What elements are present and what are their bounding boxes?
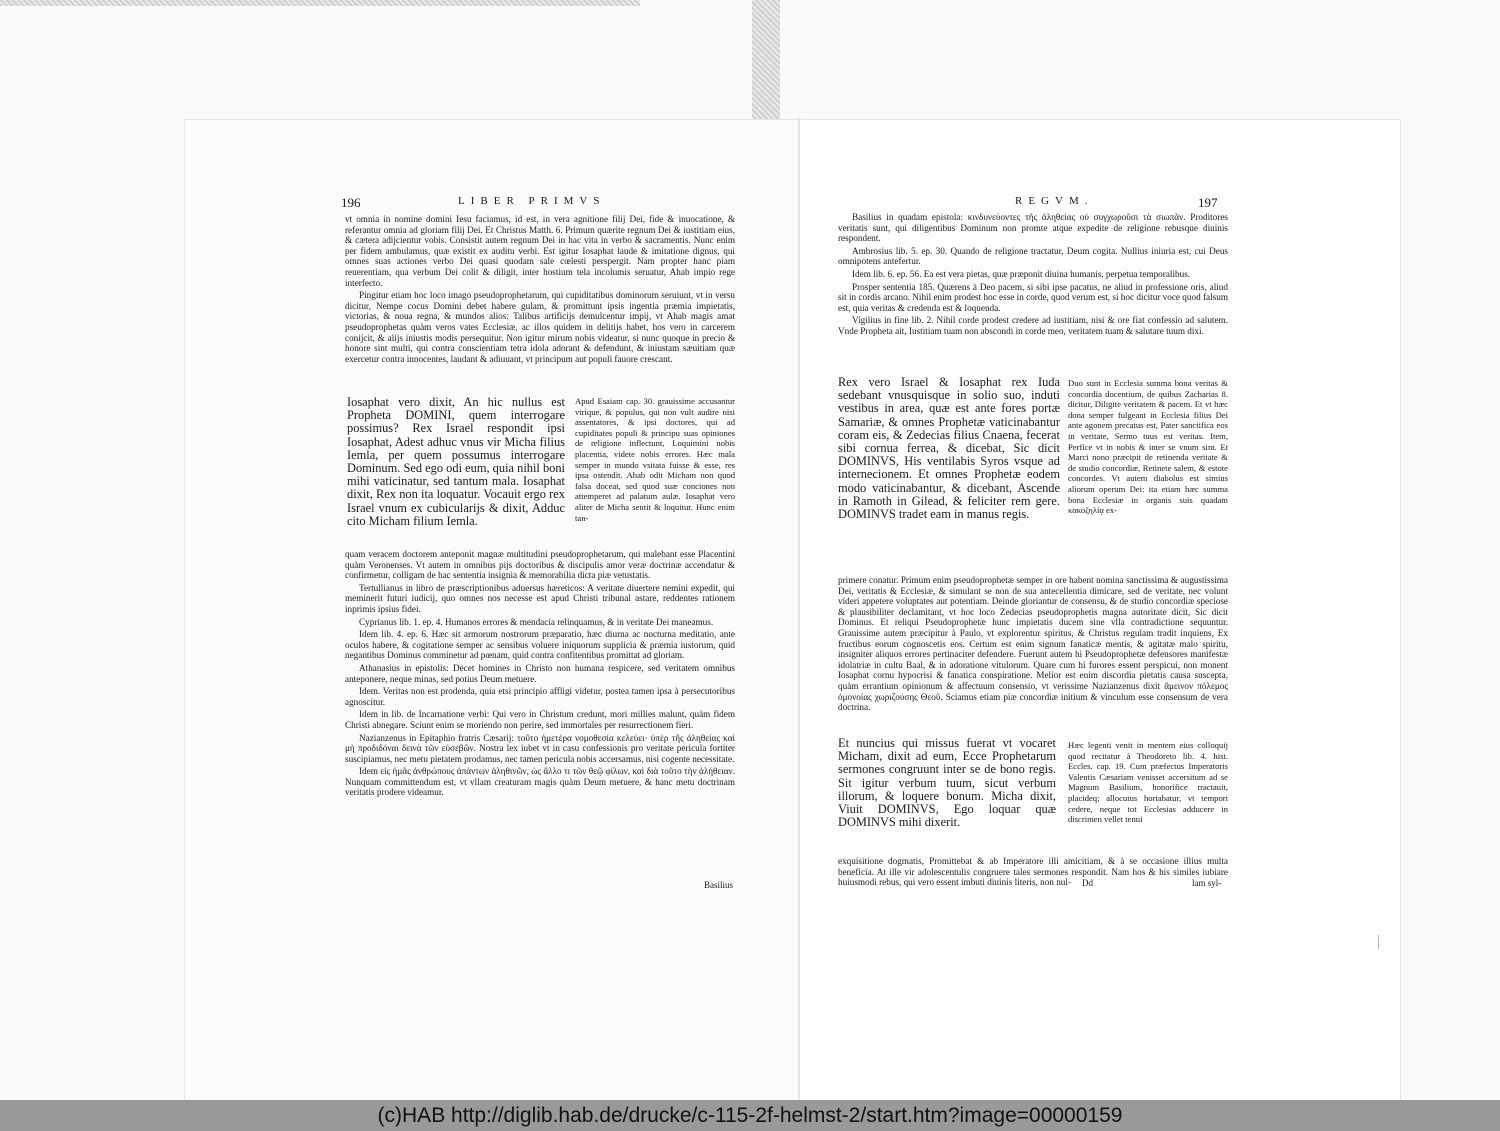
scan-edge-strip bbox=[0, 0, 640, 6]
commentary-paragraph: Idem lib. 6. ep. 56. Ea est vera pietas, quæ præponit diuina humanis, perpetua temporalibus. bbox=[852, 268, 1191, 279]
commentary-paragraph: quam veracem doctorem anteponit magnæ multitudini pseudoprophetarum, qui malebant esse Placentini quàm Veronenses. Vt autem in omnibus pijs doctoribus & discipulis amor veræ doctrinæ accendatur & confirmetur, colligam de hac sententia insignia & memorabilia dicta piæ vetustatis. bbox=[345, 549, 735, 581]
commentary-paragraph: vt omnia in nomine domini Iesu faciamus, id est, in vera agnitione filij Dei, fide & inuocatione, & referantur omnia ad gloriam filij Dei. Et Christus Matth. 6. Primum quærite regnum Dei & iustitiam eius, & cætera adijcientur vobis. Consistit autem regnum Dei in hac vita in verbo & sacramentis. Nunc enim per fidem ambulamus, quæ existit ex auditu verbi. Est igitur Iosaphat laude & imitatione dignus, qui omnes suas actiones verbo Dei quasi quodam sale cœlesti perspergit. Nam propter hanc piam reuerentiam, qua verbum Dei colit & diligit, inter hostium tela incolumis seruatur, Ahab impio rege interfecto. bbox=[345, 214, 735, 288]
commentary-paragraph: Prosper sententia 185. Quærens à Deo pacem, si sibi ipse pacatus, ne aliud in professione oris, aliud sit in cordis arcano. Nihil enim prodest hoc esse in corde, quod verum est, si hoc dicitur voce quod falsum est, quia veritas & credenda est & loquenda. bbox=[838, 281, 1228, 313]
footer-credit-bar bbox=[0, 1100, 1500, 1131]
left-commentary-bottom bbox=[345, 549, 735, 800]
right-running-head: REGVM. bbox=[1015, 195, 1094, 207]
commentary-paragraph: Idem. Veritas non est prodenda, quia etsi principio affligi videtur, postea tamen ipsa à persecutoribus agnoscitur. bbox=[345, 686, 735, 707]
right-side-note-2: Hæc legenti venit in mentem eius colloquij quod recitatur à Theodoreto lib. 4. hist. Eccles. cap. 19. Cum præfectus Imperatoris Valentis Cæsariam venisset accersitum ad se Magnum Basilium, honorifice tractauit, placideq; allocutus hortabatur, vt tempori cedere, neque tot Ecclesias adducere in discrimen vellet tenui bbox=[1068, 740, 1228, 825]
commentary-paragraph: Cyprianus lib. 1. ep. 4. Humanos errores & mendacia relinquamus, & in veritate Dei maneamus. bbox=[359, 616, 714, 627]
right-scripture-text-2: Et nuncius qui missus fuerat vt vocaret Micham, dixit ad eum, Ecce Prophetarum sermones congruunt inter se de bono regis. Sit igitur verbum tuum, sicut verbum illorum, & loquere bonum. Micha dixit, Viuit DOMINVS, Ego loquar quæ DOMINVS mihi dixerit. bbox=[838, 736, 1056, 830]
right-scripture-text-1: Rex vero Israel & Iosaphat rex Iuda sedebant vnusquisque in solio suo, induti vestibus in area, quæ est ante fores portæ Samariæ, & omnes Prophetæ vaticinabantur coram eis, & Zedecias filius Cnaena, fecerat sibi cornua ferrea, & dicebat, Sic dicit DOMINVS, His ventilabis Syros vsque ad internecionem. Et omnes Prophetæ eodem modo vaticinabantur, & dicebant, Ascende in Ramoth in Gilead, & feliciter rem gere. DOMINVS tradet eam in manus regis. bbox=[838, 375, 1060, 522]
commentary-paragraph: Idem in lib. de Incarnatione verbi: Qui vero in Christum credunt, mori millies malunt, quàm fidem Christi abnegare. Sciunt enim se moriendo non perire, sed immortales per resurrectionem fieri. bbox=[345, 709, 735, 730]
right-commentary-bottom: exquisitione dogmatis, Promittebat & ab Imperatore illi amicitiam, & à se occasione illius multa beneficia. At ille vir adolescentulis congruere tales sermones respondit. Nam hos & his similes iubiare huiusmodi rebus, qui vero essent imbuti diuinis literis, non nul- bbox=[838, 856, 1228, 888]
right-signature-mark: Dd bbox=[1082, 878, 1093, 888]
commentary-paragraph: Idem εἰς ἡμᾶς ἀνθρώπους ἀπάντων ἀληθινῶν, ὡς ἄλλο τι τῶν θεῷ φίλων, καὶ διὰ τοῦτο τὴν ἀλήθειαν. Nunquam committendum est, vt vllam creaturam magis quàm Deum metuere, & hanc metu doctrinam veritatis prodere videamur. bbox=[345, 766, 735, 798]
commentary-paragraph: Nazianzenus in Epitaphio fratris Cæsarij: τοῦτο ἡμετέρα νομοθεσία κελεύει· ὑπὲρ τῆς ἀληθείας καὶ μὴ προδιδόναι δεινὰ τῶν εὐσεβῶν. Nostra lex iubet vt in casu confessionis pro veritate pericula fortiter suscipiamus, nec metu pietatem prodamus, nec tamen pericula nobis accersamus, nisi cogente necessitate. bbox=[345, 732, 735, 764]
commentary-paragraph: Ambrosius lib. 5. ep. 30. Quando de religione tractatur, Deum cogita. Nullius iniuria est, cui Deus omnipotens antefertur. bbox=[838, 245, 1228, 267]
left-scripture-text: Iosaphat vero dixit, An hic nullus est Propheta DOMINI, quem interrogare possimus? Rex Israel respondit ipsi Iosaphat, Adest adhuc vnus vir Micha filius Iemla, per quem possumus interrogare Dominum. Sed ego odi eum, quia nihil boni mihi vaticinatur, sed tantum mala. Iosaphat dixit, Rex non ita loquatur. Vocauit ergo rex Israel vnum ex cubicularijs & dixit, Adduc cito Micham filium Iemla. bbox=[347, 395, 565, 528]
left-catchword: Basilius bbox=[704, 880, 734, 890]
scan-spine-strip bbox=[752, 0, 780, 122]
commentary-paragraph: Pingitur etiam hoc loco imago pseudoprophetarum, qui cupiditatibus dominorum seruiunt, vt in versu dicitur, Nempe cocus Domini debet habere gulam, & promittunt ipsis ingentia præmia impietatis, victorias, & noua regna, & mundos alios: Talibus artificijs demulcentur impij, vt Ahab magis amat pseudoprophetas quàm veros vates Ecclesiæ, ac illos quidem in delitijs habet, hos vero in carcerem conijcit, & alijs iniustis modis persequitur. Non igitur mirum nobis videatur, si nunc quoque in precio & honore sint multi, qui contra conscientiam tetra idola adorant & defendunt, & iniustam sæuitiam quæ exercetur contra innocentes, laudant & adiuuant, vt principum aut populi fauore crescant. bbox=[345, 290, 735, 364]
left-side-note: Apud Esaiam cap. 30. grauissime accusantur vtrique, & populus, qui non vult audire nisi assentatores, & ipsi doctores, qui ad cupiditates populi & principu suas opiniones de religione inflectunt, Loquimini nobis placentia, videte nobis errores. Hæc mala semper in mundo vsitata fuisse & esse, res ipsa ostendit. Ahab odit Micham non quod falsa doceat, sed quod suæ conciones non attemperet ad palatum aulæ. Iosaphat vero aliter de Micha sentit & loquitur. Hunc enim tan- bbox=[575, 396, 735, 523]
right-commentary-mid: primere conatur. Primum enim pseudoprophetæ semper in ore habent nomina sanctissima & augustissima Dei, veritatis & Ecclesiæ, & simulant se non de sua antecellentia dimicare, sed de veritate, nec volunt videri appetere voluptates aut potentiam. Deinde gloriantur de consensu, & de studio concordiæ speciose & plausibiliter declamitant, vt hoc loco Zedecias pseudoprophetis magna autoritate dicit, Sic dicit Dominus. Et reliqui Pseudoprophetæ hunc impietatis ducem sine vlla contradictione sequuntur. Grauissime autem præcipitur à Paulo, vt explorentur spiritus, & Christus regulam tradit inquiens, Ex fructibus eorum cognoscetis eos. Certum est enim signum fanaticæ mentis, & agitatæ malo spiritu, insigniter aliquos errores pertinaciter defendere. Fuerunt autem hi Pseudoprophetæ defensores manifestæ idolatriæ in cultu Baal, & in adoratione vitulorum. Quare cum hi furores essent perspicui, non monent Iosaphat cornu hypocrisi & fanatica conspiratione. Melior est enim discordia pietatis causa suscepta, quàm errantium opinionum & affectuum consensio, vt verissime Nazianzenus dixit ἄμεινον πόλεμος ὁμονοίας χωριζούσης Θεοῦ. Sciamus etiam piæ concordiæ initium & vinculum esse consensum de vera doctrina. bbox=[838, 575, 1228, 713]
commentary-paragraph: Vigilius in fine lib. 2. Nihil corde prodest credere ad iustitiam, nisi & ore fiat confessio ad salutem. Vnde Propheta ait, Iustitiam tuam non abscondi in corde meo, veritatem tuam & salutare tuum dixi. bbox=[838, 315, 1228, 336]
left-commentary-top bbox=[345, 214, 735, 366]
right-page-number: 197 bbox=[1198, 195, 1218, 210]
left-page-number: 196 bbox=[341, 195, 361, 210]
scan-mark bbox=[1378, 935, 1379, 949]
footer-credit-link[interactable]: (c)HAB http://diglib.hab.de/drucke/c-115-2f-helmst-2/start.htm?image=00000159 bbox=[377, 1104, 1123, 1127]
right-commentary-top bbox=[838, 212, 1228, 339]
right-catchword: lam syl- bbox=[1192, 878, 1222, 888]
commentary-paragraph: Idem lib. 4. ep. 6. Hæc sit armorum nostrorum præparatio, hæc diurna ac nocturna meditatio, ante oculos habere, & cogitatione semper ac sensibus voluere iniquorum supplicia & præmia iustorum, quid negantibus Dominus comminetur ad pœnam, quid contra confitentibus promittat ad gloriam. bbox=[345, 629, 735, 661]
commentary-paragraph: Athanasius in epistolis: Decet homines in Christo non humana respicere, sed veritatem omnibus anteponere, neque minas, sed potius Deum metuere. bbox=[345, 662, 735, 684]
right-side-note-1: Duo sunt in Ecclesia summa bona veritas & concordia docentium, de quibus Zacharias 8. dicitur, Diligite veritatem & pacem. Et vt hæc dona semper fulgeant in Ecclesia filius Dei ante agonem precatus est, Pater sanctifica eos in veritate, Sermo tuus est veritas. Item, Perfice vt in nobis & inter se vnum sint. Et Marci nono præcipit de retinenda veritate & de studio concordiæ, Retinete salem, & estote concordes. Vt autem diabolus est simius aliorum operum Dei: ita etiam hæc summa bona Ecclesiæ in organis suis quadam κακοζηλίᾳ ex- bbox=[1068, 378, 1228, 516]
commentary-paragraph: Basilius in quadam epistola: κινδυνεύοντες τῆς ἀληθείας οὐ συγχωροῦσι τὰ σιωπᾶν. Proditores veritatis sunt, qui diligentibus Dominum non promte atque expedite de religione rebusque diuinis respondent. bbox=[838, 212, 1228, 244]
commentary-paragraph: Tertullianus in libro de præscriptionibus aduersus hæreticos: A veritate diuertere nemini expedit, qui meminerit futuri iudicij, quo omnes nos necesse est apud Christi tribunal astare, reddentes rationem inprimis ipsius fidei. bbox=[345, 582, 735, 614]
left-running-head: LIBER PRIMVS bbox=[458, 195, 606, 207]
